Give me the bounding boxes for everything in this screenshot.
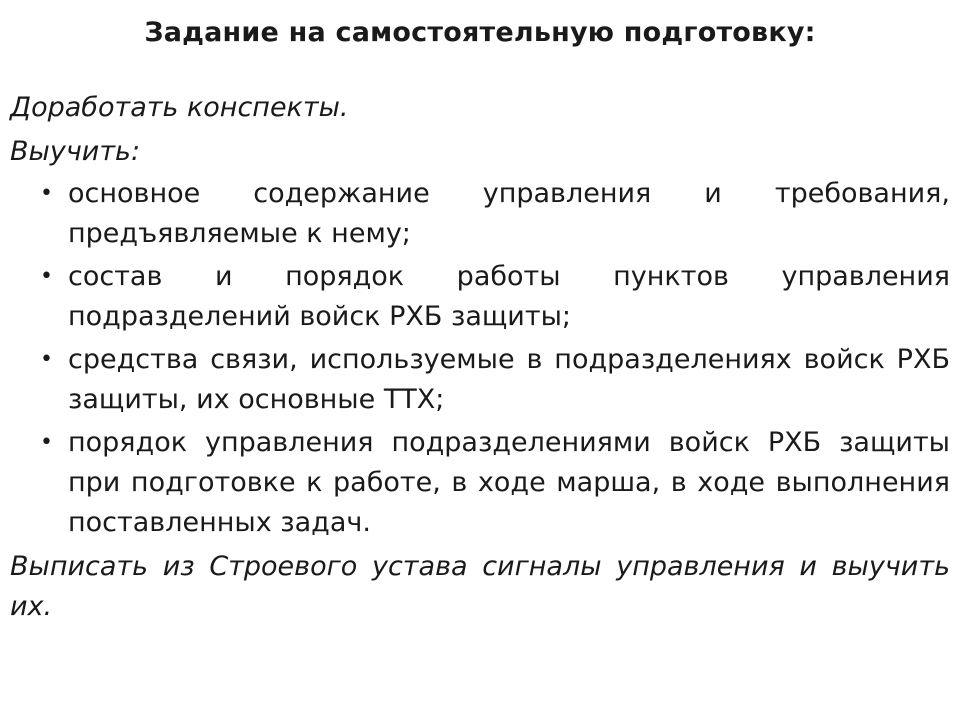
list-item <box>10 423 950 543</box>
list-item <box>10 340 950 420</box>
bullet-icon: • <box>40 430 53 455</box>
task-learn-heading: Выучить: <box>10 136 141 167</box>
list-item-text: порядок управления подразделениями войск РХБ защиты при подготовке к работе, в ходе марша, в ходе выполнения поставленных задач. <box>68 427 950 538</box>
bullet-icon: • <box>40 347 53 372</box>
learn-list <box>10 174 950 543</box>
list-item-text: средства связи, используемые в подразделениях войск РХБ защиты, их основные ТТХ; <box>68 344 950 415</box>
task-revise-notes: Доработать конспекты. <box>10 92 349 123</box>
slide-title: Задание на самостоятельную подготовку: <box>144 17 816 48</box>
list-item <box>10 174 950 254</box>
list-item-text: основное содержание управления и требования, предъявляемые к нему; <box>68 178 950 249</box>
bullet-icon: • <box>40 181 53 206</box>
list-item-text: состав и порядок работы пунктов управления подразделений войск РХБ защиты; <box>68 261 950 332</box>
bullet-icon: • <box>40 264 53 289</box>
list-item <box>10 257 950 337</box>
task-write-signals: Выписать из Строевого устава сигналы управления и выучить их. <box>10 551 950 622</box>
slide-content <box>10 88 950 627</box>
